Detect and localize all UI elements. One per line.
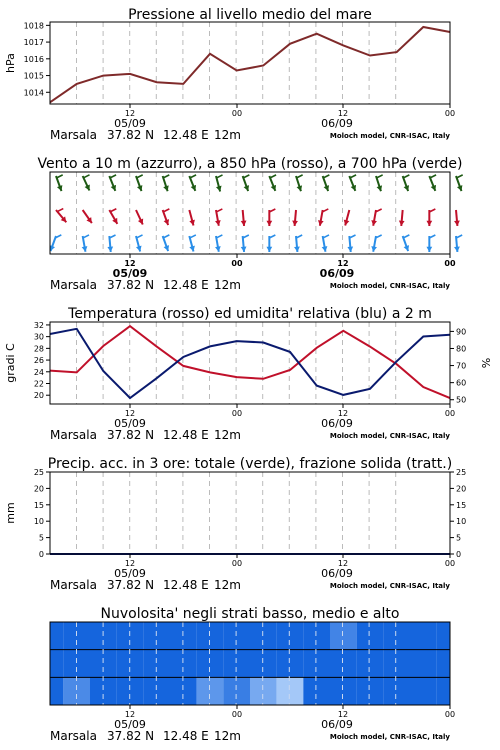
wind-barb: [349, 175, 356, 191]
chart-title: Vento a 10 m (azzurro), a 850 hPa (rosso), a 700 hPa (verde): [37, 156, 463, 172]
location-name: Marsala: [50, 578, 97, 592]
plot-frame: [50, 472, 450, 554]
latitude: 37.82 N: [107, 128, 155, 142]
cloud-cell: [357, 622, 384, 650]
longitude: 12.48 E: [163, 729, 209, 743]
barb-head: [266, 221, 272, 226]
date-label: 05/09: [114, 718, 146, 731]
date-label: 05/09: [114, 567, 146, 580]
cloud-cell: [170, 677, 197, 705]
x-tick-label: 12: [124, 559, 136, 568]
barb-head: [241, 246, 247, 251]
wind-barb: [294, 235, 302, 252]
wind-barb: [371, 209, 381, 226]
chart-title: Precip. acc. in 3 ore: totale (verde), frazione solida (tratt.): [47, 456, 453, 472]
x-tick-label: 12: [124, 710, 136, 719]
barb-feather: [190, 235, 196, 238]
y-tick-label: 1016: [23, 54, 44, 64]
wind-barb: [83, 175, 90, 191]
barb-feather: [350, 175, 356, 178]
x-tick-label: 12: [124, 259, 136, 268]
barb-feather: [323, 175, 329, 178]
barb-feather: [110, 175, 116, 178]
cloud-cell: [437, 650, 450, 678]
elevation: 12m: [214, 428, 241, 442]
y-tick-label: 30: [33, 332, 44, 342]
longitude: 12.48 E: [163, 278, 209, 292]
latitude: 37.82 N: [107, 729, 155, 743]
wind-barb: [269, 175, 276, 191]
y-tick-label: 32: [33, 320, 44, 330]
cloud-cell: [50, 622, 63, 650]
y2-tick-label: 5: [456, 533, 462, 543]
barb-head: [347, 246, 353, 251]
wind-barb: [82, 235, 89, 252]
longitude: 12.48 E: [163, 578, 209, 592]
wind-barb: [426, 235, 435, 252]
barb-feather: [377, 175, 383, 178]
y-tick-label: 1018: [23, 21, 44, 31]
elevation: 12m: [214, 128, 241, 142]
cloud-cell: [223, 650, 250, 678]
cloud-cell: [383, 650, 410, 678]
cloud-cell: [50, 650, 63, 678]
cloud-cell: [383, 677, 410, 705]
x-tick-label: 12: [337, 109, 349, 118]
model-credit: Moloch model, CNR-ISAC, Italy: [329, 282, 450, 290]
wind-barb: [241, 210, 247, 226]
cloud-cell: [330, 650, 357, 678]
y2-tick-label: 15: [456, 500, 467, 510]
wind-barb: [426, 209, 435, 226]
x-tick-label: 12: [337, 710, 349, 719]
cloud-cell: [277, 622, 304, 650]
pressure-panel: [4, 7, 455, 142]
y2-tick-label: 20: [456, 484, 467, 494]
barb-feather: [216, 235, 222, 238]
barb-feather: [457, 175, 463, 178]
wind-barb: [107, 235, 115, 252]
y-tick-label: 20: [33, 484, 44, 494]
x-tick-label: 00: [444, 710, 456, 719]
wind-barb: [403, 235, 410, 251]
barb-feather: [243, 175, 249, 178]
wind-barb: [399, 210, 405, 226]
y-tick-label: 10: [33, 517, 44, 527]
y2-axis-label: %: [480, 357, 493, 369]
barb-head: [266, 247, 272, 252]
x-tick-label: 12: [337, 259, 349, 268]
precipitation-panel: [4, 456, 466, 592]
chart-title: Temperatura (rosso) ed umidita' relativa (blu) a 2 m: [68, 306, 432, 322]
y-tick-label: 24: [33, 367, 44, 377]
cloud-cover-panel: [50, 606, 455, 743]
humidity-line: [50, 329, 450, 398]
x-tick-label: 12: [124, 409, 136, 418]
elevation: 12m: [214, 278, 241, 292]
cloud-cell: [277, 650, 304, 678]
date-label: 06/09: [321, 718, 353, 731]
y2-tick-label: 0: [456, 550, 462, 559]
cloud-cell: [303, 622, 330, 650]
pressure-line: [50, 27, 450, 102]
barb-feather: [323, 235, 329, 238]
wind-barb: [189, 175, 196, 191]
barb-feather: [297, 175, 303, 178]
wind-barb: [403, 175, 410, 191]
wind-barb: [318, 209, 328, 226]
barb-feather: [270, 175, 276, 178]
latitude: 37.82 N: [107, 278, 155, 292]
wind-barb: [215, 235, 222, 252]
y-tick-label: 26: [33, 356, 44, 366]
wind-barb: [243, 175, 250, 191]
wind-barb: [376, 175, 383, 191]
y2-tick-label: 70: [456, 361, 467, 371]
y-tick-label: 1014: [23, 88, 44, 98]
y-axis-label: gradi C: [4, 343, 17, 383]
wind-barb: [296, 175, 303, 191]
y2-tick-label: 60: [456, 378, 467, 388]
date-label: 05/09: [112, 267, 148, 280]
cloud-cell: [50, 677, 63, 705]
y-tick-label: 25: [33, 468, 44, 477]
barb-feather: [403, 235, 409, 238]
x-tick-label: 12: [337, 409, 349, 418]
wind-barb: [454, 235, 462, 252]
y-tick-label: 22: [33, 379, 44, 389]
wind-barb: [292, 210, 298, 226]
wind-barb: [454, 210, 460, 226]
wind-barb: [136, 235, 143, 252]
cloud-cell: [90, 677, 117, 705]
wind-barb: [347, 235, 355, 252]
x-tick-label: 12: [337, 559, 349, 568]
barb-feather: [137, 235, 143, 238]
cloud-cell: [330, 677, 357, 705]
y-tick-label: 20: [33, 391, 44, 401]
y2-tick-label: 90: [456, 327, 467, 337]
wind-barb: [215, 209, 222, 226]
x-tick-label: 00: [444, 259, 456, 268]
wind-barb: [163, 235, 170, 251]
cloud-cell: [410, 622, 437, 650]
y-axis-label: hPa: [4, 53, 17, 73]
date-label: 05/09: [114, 117, 146, 130]
cloud-cell: [383, 622, 410, 650]
barb-feather: [403, 175, 409, 178]
cloud-cell: [357, 650, 384, 678]
location-name: Marsala: [50, 278, 97, 292]
temperature-line: [50, 326, 450, 398]
wind-barb: [189, 210, 195, 225]
x-tick-label: 00: [231, 109, 243, 118]
cloud-cell: [357, 677, 384, 705]
x-tick-label: 00: [231, 259, 243, 268]
y-axis-label: mm: [4, 502, 17, 524]
location-name: Marsala: [50, 128, 97, 142]
y2-tick-label: 50: [456, 395, 467, 405]
location-name: Marsala: [50, 428, 97, 442]
x-tick-label: 00: [231, 409, 243, 418]
wind-barb: [136, 175, 143, 191]
wind-barb: [241, 235, 249, 252]
barb-feather: [110, 209, 116, 212]
wind-barb: [50, 235, 62, 251]
wind-panel: [37, 156, 462, 292]
y2-tick-label: 25: [456, 468, 467, 477]
model-credit: Moloch model, CNR-ISAC, Italy: [329, 432, 450, 440]
date-label: 05/09: [114, 417, 146, 430]
x-tick-label: 00: [231, 710, 243, 719]
cloud-cell: [303, 650, 330, 678]
y-tick-label: 1017: [23, 38, 44, 48]
wind-barb: [56, 209, 66, 223]
barb-head: [292, 220, 298, 225]
barb-feather: [137, 175, 143, 178]
wind-barb: [136, 210, 143, 225]
barb-feather: [163, 209, 169, 212]
x-tick-label: 00: [444, 109, 456, 118]
model-credit: Moloch model, CNR-ISAC, Italy: [329, 582, 450, 590]
barb-feather: [456, 235, 462, 238]
barb-feather: [110, 235, 116, 238]
plot-frame: [50, 22, 450, 104]
cloud-cell: [250, 677, 277, 705]
barb-feather: [216, 209, 222, 212]
y-tick-label: 0: [38, 550, 44, 559]
barb-feather: [163, 175, 169, 178]
cloud-cell: [250, 650, 277, 678]
location-name: Marsala: [50, 729, 97, 743]
wind-barb: [109, 175, 116, 191]
wind-barb: [56, 175, 63, 191]
wind-barb: [371, 235, 381, 252]
cloud-cell: [330, 622, 357, 650]
barb-feather: [296, 235, 302, 238]
x-tick-label: 00: [444, 409, 456, 418]
wind-barb: [163, 175, 170, 191]
barb-feather: [83, 235, 89, 238]
model-credit: Moloch model, CNR-ISAC, Italy: [329, 733, 450, 741]
cloud-cell: [410, 677, 437, 705]
plot-frame: [50, 322, 450, 404]
cloud-cell: [197, 677, 224, 705]
barb-head: [426, 221, 432, 226]
barb-feather: [217, 175, 223, 178]
cloud-cell: [223, 677, 250, 705]
date-label: 06/09: [321, 117, 353, 130]
wind-barb: [163, 209, 170, 225]
barb-head: [107, 246, 113, 251]
latitude: 37.82 N: [107, 428, 155, 442]
wind-barb: [216, 175, 223, 192]
y-tick-label: 5: [38, 533, 44, 543]
barb-feather: [57, 175, 63, 178]
temperature-humidity-panel: [4, 306, 493, 442]
cloud-cell: [303, 677, 330, 705]
wind-barb: [189, 235, 196, 252]
chart-title: Pressione al livello medio del mare: [128, 7, 372, 23]
x-tick-label: 00: [444, 559, 456, 568]
cloud-cell: [277, 677, 304, 705]
x-tick-label: 12: [124, 109, 136, 118]
wind-barb: [456, 175, 463, 191]
chart-title: Nuvolosita' negli strati basso, medio e alto: [100, 606, 400, 622]
barb-head: [399, 220, 405, 225]
y-tick-label: 1015: [23, 71, 44, 81]
latitude: 37.82 N: [107, 578, 155, 592]
elevation: 12m: [214, 578, 241, 592]
wind-barb: [83, 210, 92, 223]
barb-feather: [163, 235, 169, 238]
cloud-cell: [437, 622, 450, 650]
model-credit: Moloch model, CNR-ISAC, Italy: [329, 132, 450, 140]
date-label: 06/09: [319, 267, 355, 280]
wind-barb: [344, 210, 350, 225]
cloud-cell: [437, 677, 450, 705]
barb-feather: [350, 235, 356, 238]
cloud-cell: [410, 650, 437, 678]
cloud-cell: [250, 622, 277, 650]
longitude: 12.48 E: [163, 428, 209, 442]
wind-barb: [109, 209, 117, 224]
y2-tick-label: 80: [456, 344, 467, 354]
barb-head: [426, 247, 432, 252]
cloud-cell: [223, 622, 250, 650]
y-tick-label: 28: [33, 344, 44, 354]
wind-barb: [323, 175, 330, 191]
elevation: 12m: [214, 729, 241, 743]
barb-feather: [190, 175, 196, 178]
date-label: 06/09: [321, 417, 353, 430]
cloud-cell: [117, 677, 144, 705]
barb-feather: [430, 175, 436, 178]
wind-barb: [266, 235, 275, 252]
barb-head: [454, 220, 460, 225]
y-tick-label: 15: [33, 500, 44, 510]
wind-barb: [322, 235, 329, 252]
barb-head: [241, 220, 247, 225]
date-label: 06/09: [321, 567, 353, 580]
barb-feather: [243, 235, 249, 238]
longitude: 12.48 E: [163, 128, 209, 142]
barb-feather: [57, 209, 63, 212]
x-tick-label: 00: [231, 559, 243, 568]
wind-barb: [266, 209, 275, 226]
barb-feather: [84, 175, 90, 178]
barb-head: [454, 246, 460, 251]
wind-barb: [429, 175, 436, 191]
y2-tick-label: 10: [456, 517, 467, 527]
barb-head: [294, 246, 300, 251]
cloud-cell: [63, 677, 90, 705]
cloud-cell: [143, 677, 170, 705]
